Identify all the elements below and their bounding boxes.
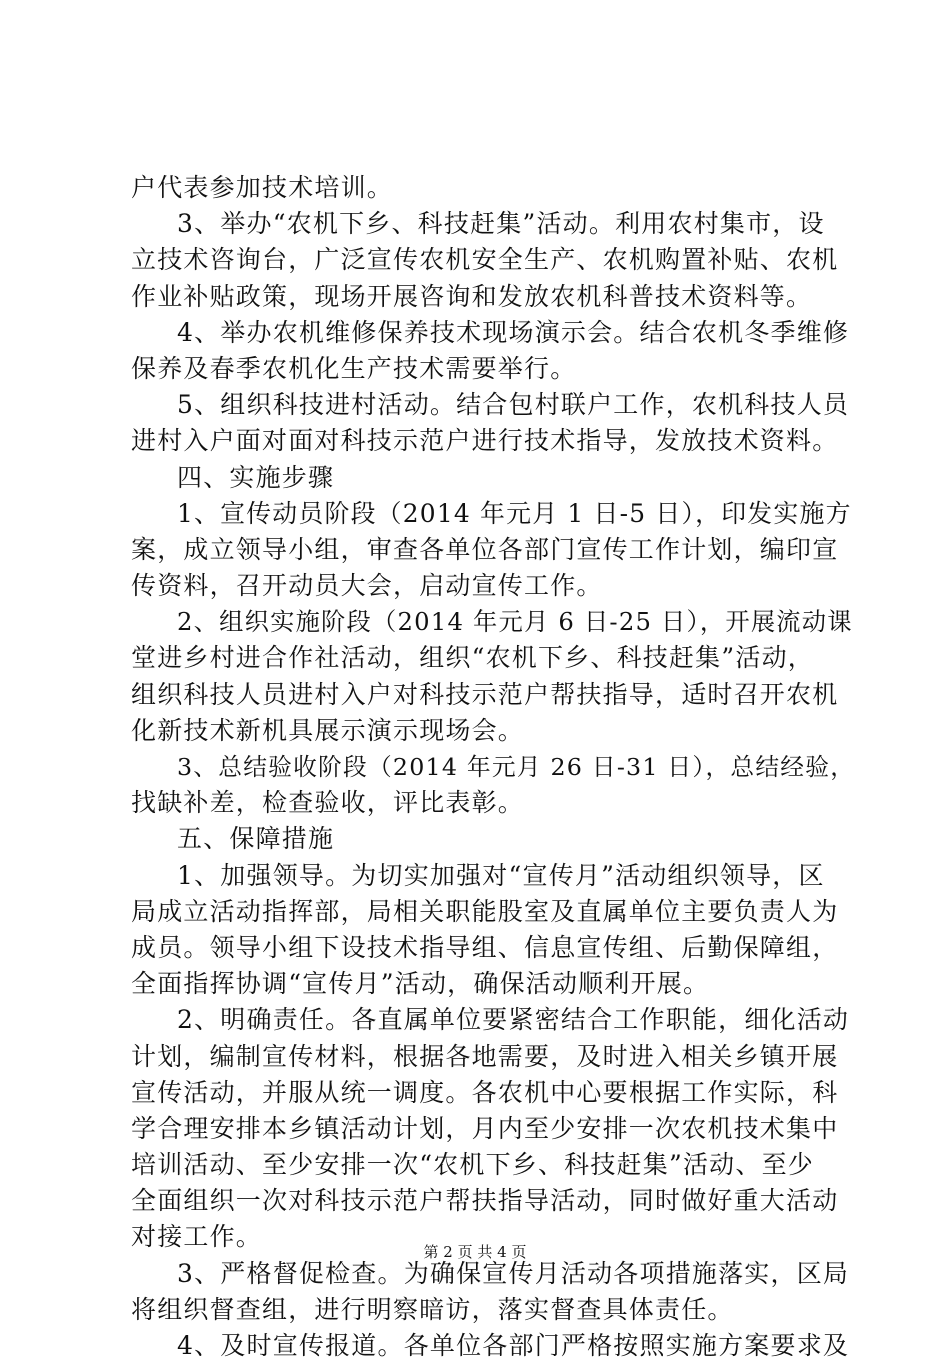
text-line: 计划，编制宣传材料，根据各地需要，及时进入相关乡镇开展 bbox=[131, 1041, 839, 1071]
text-line: 将组织督查组，进行明察暗访，落实督查具体责任。 bbox=[131, 1294, 734, 1324]
text-line: 4、及时宣传报道。各单位各部门严格按照实施方案要求及 bbox=[177, 1331, 850, 1360]
text-line: 五、保障措施 bbox=[177, 824, 335, 854]
text-line: 5、组织科技进村活动。结合包村联户工作，农机科技人员 bbox=[177, 390, 850, 420]
text-line: 化新技术新机具展示演示现场会。 bbox=[131, 715, 525, 745]
text-line: 组织科技人员进村入户对科技示范户帮扶指导，适时召开农机 bbox=[131, 679, 839, 709]
text-line: 进村入户面对面对科技示范户进行技术指导，发放技术资料。 bbox=[131, 426, 839, 456]
text-line: 宣传活动，并服从统一调度。各农机中心要根据工作实际，科 bbox=[131, 1077, 839, 1107]
text-line: 立技术咨询台，广泛宣传农机安全生产、农机购置补贴、农机 bbox=[131, 245, 839, 275]
document-body bbox=[131, 170, 856, 1364]
page-footer: 第 2 页 共 4 页 bbox=[423, 1243, 527, 1261]
text-line: 学合理安排本乡镇活动计划，月内至少安排一次农机技术集中 bbox=[131, 1113, 839, 1143]
text-line: 局成立活动指挥部，局相关职能股室及直属单位主要负责人为 bbox=[131, 896, 839, 926]
text-line: 2、组织实施阶段（2014 年元月 6 日-25 日），开展流动课 bbox=[177, 607, 853, 637]
text-line: 1、宣传动员阶段（2014 年元月 1 日-5 日），印发实施方 bbox=[177, 498, 852, 528]
text-line: 保养及春季农机化生产技术需要举行。 bbox=[131, 353, 577, 383]
text-line: 传资料，召开动员大会，启动宣传工作。 bbox=[131, 571, 603, 601]
text-line: 3、举办“农机下乡、科技赶集”活动。利用农村集市，设 bbox=[177, 209, 825, 239]
text-line: 1、加强领导。为切实加强对“宣传月”活动组织领导，区 bbox=[177, 860, 825, 890]
text-line: 培训活动、至少安排一次“农机下乡、科技赶集”活动、至少 bbox=[131, 1150, 814, 1180]
text-line: 3、严格督促检查。为确保宣传月活动各项措施落实，区局 bbox=[177, 1258, 850, 1288]
text-line: 3、总结验收阶段（2014 年元月 26 日-31 日），总结经验， bbox=[177, 753, 856, 781]
text-line: 堂进乡村进合作社活动，组织“农机下乡、科技赶集”活动， bbox=[131, 643, 814, 673]
text-line: 全面组织一次对科技示范户帮扶指导活动，同时做好重大活动 bbox=[131, 1186, 839, 1216]
text-line: 四、实施步骤 bbox=[177, 462, 335, 492]
text-line: 全面指挥协调“宣传月”活动，确保活动顺利开展。 bbox=[131, 969, 710, 999]
text-line: 成员。领导小组下设技术指导组、信息宣传组、后勤保障组， bbox=[131, 932, 839, 962]
text-line: 作业补贴政策，现场开展咨询和发放农机科普技术资料等。 bbox=[131, 281, 813, 311]
text-line: 对接工作。 bbox=[131, 1222, 263, 1252]
text-line: 找缺补差，检查验收，评比表彰。 bbox=[131, 788, 525, 818]
text-line: 2、明确责任。各直属单位要紧密结合工作职能，细化活动 bbox=[177, 1005, 850, 1035]
text-line: 4、举办农机维修保养技术现场演示会。结合农机冬季维修 bbox=[177, 317, 850, 347]
text-line: 案，成立领导小组，审查各单位各部门宣传工作计划，编印宣 bbox=[131, 534, 839, 564]
text-line: 户代表参加技术培训。 bbox=[131, 173, 394, 202]
